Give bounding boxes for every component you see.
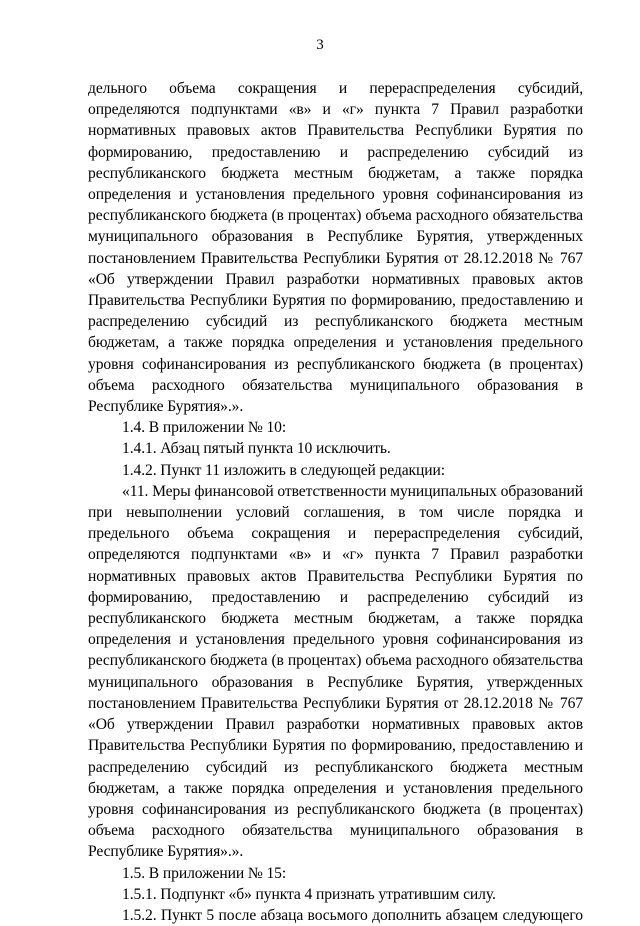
paragraph-item-1-4-1: 1.4.1. Абзац пятый пункта 10 исключить. xyxy=(122,440,391,458)
document-body xyxy=(88,78,583,926)
paragraph-clause-11: «11. Меры финансовой ответственности муниципальных образований при невыполнении условий соглашения, в том числе порядка и предельного объема сокращения и перераспределения субсидий, определяются подпунктами «в» и «г» пункта 7 Правил разработки нормативных правовых актов Правительства Республики Бурятия по формированию, предоставлению и распределению субсидий из республиканского бюджета местным бюджетам, а также порядка определения и установления предельного уровня софинансирования из республиканского бюджета (в процентах) объема расходного обязательства муниципального образования в Республике Бурятия, утвержденных постановлением Правительства Республики Бурятия от 28.12.2018 № 767 «Об утверждении Правил разработки нормативных правовых актов Правительства Республики Бурятия по формированию, предоставлению и распределению субсидий из республиканского бюджета местным бюджетам, а также порядка определения и установления предельного уровня софинансирования из республиканского бюджета (в процентах) объема расходного обязательства муниципального образования в Республике Бурятия».». xyxy=(88,482,583,861)
page-number: 3 xyxy=(316,37,324,53)
paragraph-item-1-4: 1.4. В приложении № 10: xyxy=(122,419,287,437)
paragraph-item-1-5: 1.5. В приложении № 15: xyxy=(122,864,287,882)
paragraph-item-1-4-2: 1.4.2. Пункт 11 изложить в следующей редакции: xyxy=(122,461,445,479)
paragraph-item-1-5-1: 1.5.1. Подпункт «б» пункта 4 признать утратившим силу. xyxy=(122,885,496,903)
paragraph-item-1-5-2: 1.5.2. Пункт 5 после абзаца восьмого дополнить абзацем следующего xyxy=(122,906,583,924)
paragraph-continuation: дельного объема сокращения и перераспределения субсидий, определяются подпунктами «в» и «г» пункта 7 Правил разработки нормативных правовых актов Правительства Республики Бурятия по формированию, предоставлению и распределению субсидий из республиканского бюджета местным бюджетам, а также порядка определения и установления предельного уровня софинансирования из республиканского бюджета (в процентах) объема расходного обязательства муниципального образования в Республике Бурятия, утвержденных постановлением Правительства Республики Бурятия от 28.12.2018 № 767 «Об утверждении Правил разработки нормативных правовых актов Правительства Республики Бурятия по формированию, предоставлению и распределению субсидий из республиканского бюджета местным бюджетам, а также порядка определения и установления предельного уровня софинансирования из республиканского бюджета (в процентах) объема расходного обязательства муниципального образования в Республике Бурятия».». xyxy=(88,80,583,416)
